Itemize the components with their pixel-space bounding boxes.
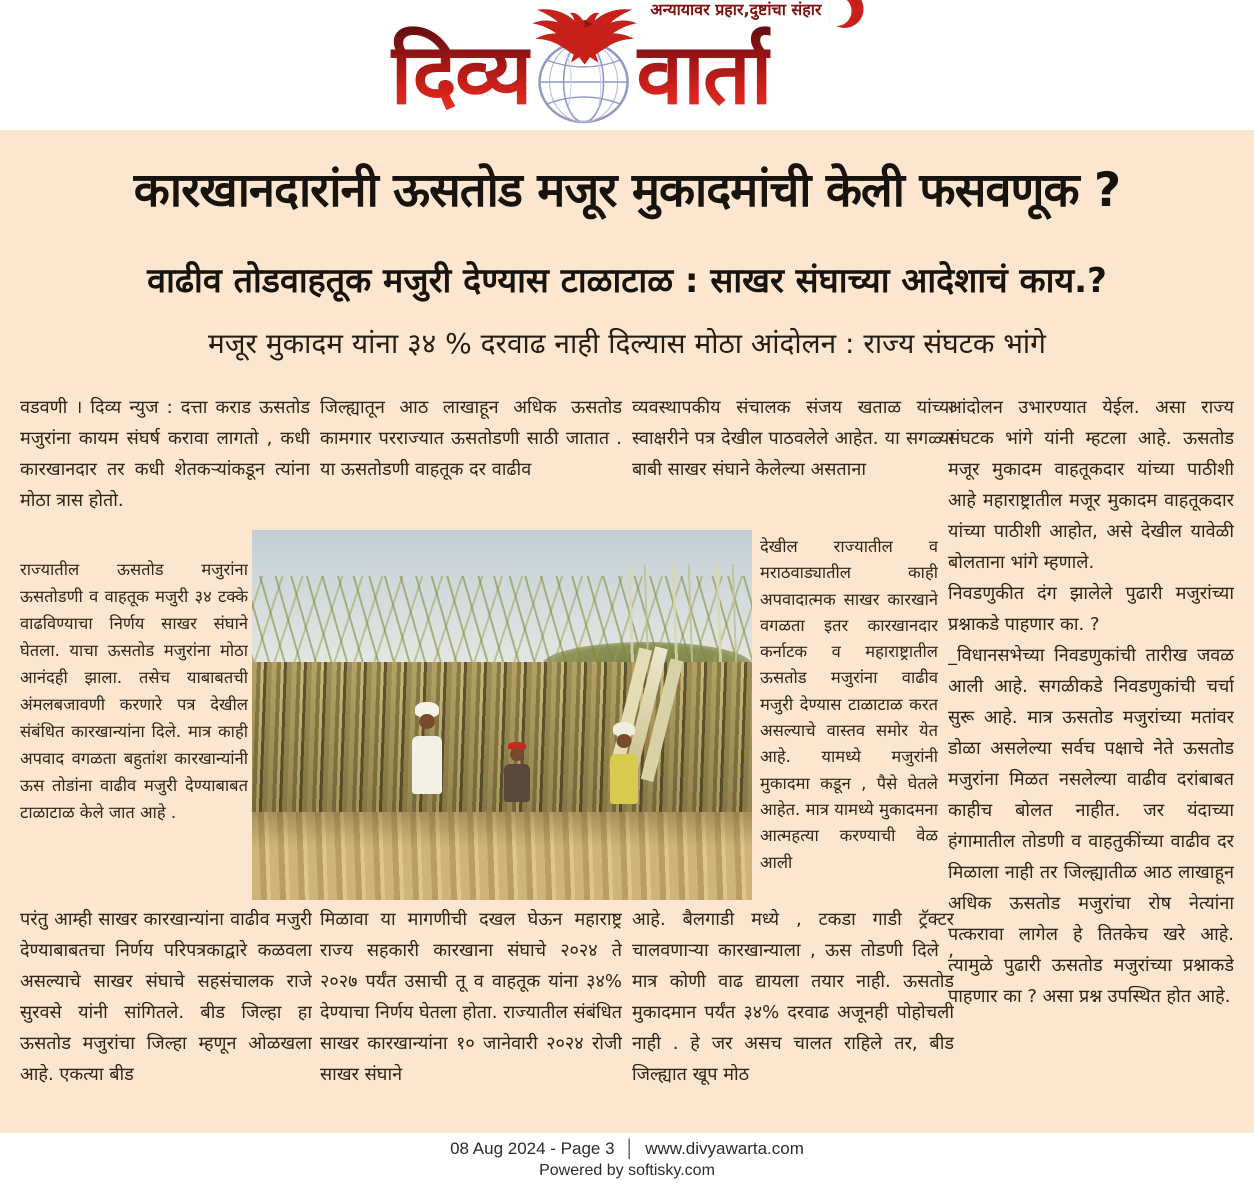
page-footer <box>0 1133 1254 1191</box>
column4-text <box>948 392 1234 1132</box>
column3-side-text: देखील राज्यातील व मराठवाड्यातील काही अपवादात्मक साखर कारखाने वगळता इतर कारखानदार कर्नाटक व महाराष्ट्रातील ऊसतोड मजुरांना वाढीव मजुरी देण्यास टाळाटाळ करत असल्याचे वास्तव समोर येत आहे. यामध्ये मजुरांनी मुकादमा कडून , पैसे घेतले आहेत. मात्र यामध्ये मुकादमना आत्महत्या करण्याची वेळ आली <box>760 537 938 872</box>
crescent-icon <box>829 0 863 28</box>
column4-paragraph-2: निवडणुकीत दंग झालेले पुढारी मजुरांच्या प्रश्नाकडे पाहणार का. ? <box>948 583 1234 635</box>
photo-worker-yellow-shirt <box>610 720 638 804</box>
footer-powered <box>0 1162 1254 1180</box>
logo-word-left: दिव्य <box>390 25 531 123</box>
logo-word-right: वार्ता <box>636 25 771 123</box>
masthead-tagline: अन्यायावर प्रहार,दुष्टांचा संहार <box>650 0 822 19</box>
footer-powered-prefix: Powered by <box>539 1162 624 1179</box>
footer-site-link[interactable]: www.divyawarta.com <box>645 1139 804 1158</box>
photo-worker-white-clothes <box>412 698 442 794</box>
photo-cane-thicket <box>252 662 752 818</box>
masthead <box>0 0 1254 130</box>
column3-top-text: व्यवस्थापकीय संचालक संजय खताळ यांच्या स्वाक्षरीने पत्र देखील पाठवलेले आहेत. या सगळ्या बाबी साखर संघाने केलेल्या असताना <box>632 397 954 480</box>
eagle-icon <box>528 6 640 70</box>
footer-date-page: 08 Aug 2024 - Page 3 <box>450 1139 615 1158</box>
column1-top-text: वडवणी । दिव्य न्युज : दत्ता कराड ऊसतोड मजुरांना कायम संघर्ष करावा लागतो , कधी कारखानदार तर कधी शेतकऱ्यांकडून त्यांना मोठा त्रास होतो. <box>20 397 310 511</box>
footer-powered-site-link[interactable]: softisky.com <box>628 1162 715 1179</box>
article-photo <box>252 530 752 900</box>
column4-paragraph-1: आंदोलन उभारण्यात येईल. असा राज्य संघटक भांगे यांनी म्हटला आहे. ऊसतोड मजूर मुकादम वाहतूकदार यांच्या पाठीशी आहे महाराष्ट्रातील मजूर मुकादम वाहतूकदार यांच्या पाठीशी आहोत, असे देखील यावेळी बोलताना भांगे म्हणाले. <box>948 397 1234 573</box>
strap-headline: मजूर मुकादम यांना ३४ % दरवाढ नाही दिल्यास मोठा आंदोलन : राज्य संघटक भांगे <box>208 327 1046 360</box>
article-body <box>20 392 1234 1132</box>
column2-bottom-text: मिळावा या मागणीची दखल घेऊन महाराष्ट्र राज्य सहकारी कारखाना संघाचे २०२४ ते २०२७ पर्यंत उसाची तू व वाहतूक यांना ३४% देण्याचा निर्णय घेतला होता. राज्यातील संबंधित साखर कारखान्यांना १० जानेवारी २०२४ रोजी साखर संघाने <box>320 909 622 1085</box>
footer-dateline <box>0 1139 1254 1159</box>
logo-emblem <box>524 8 642 124</box>
column4-paragraph-3: _विधानसभेच्या निवडणुकांची तारीख जवळ आली आहे. सगळीकडे निवडणुकांची चर्चा सुरू आहे. मात्र ऊसतोड मजुरांच्या मतांवर डोळा असलेल्या सर्वच पक्षाचे नेते ऊसतोड मजुरांना मिळत नसलेल्या वाढीव दरांबाबत काहीच बोलत नाहीत. जर यंदाच्या हंगामातील तोडणी व वाहतुकींच्या वाढीव दर मिळाला नाही तर जिल्ह्यातीळ आठ लाखाहून अधिक ऊसतोड मजुरांचा रोष नेत्यांना पत्करावा लागेल हे तितकेच खरे आहे. त्यामुळे पुढारी ऊसतोड मजुरांच्या प्रश्नाकडे पाहणार का ? असा प्रश्न उपस्थित होत आहे. <box>948 645 1234 1007</box>
column2-top-text: जिल्ह्यातून आठ लाखाहून अधिक ऊसतोड कामगार परराज्यात ऊसतोडणी साठी जातात . या ऊसतोडणी वाहतूक दर वाढीव <box>320 397 622 480</box>
column1-mid-text: राज्यातील ऊसतोड मजुरांना ऊसतोडणी व वाहतूक मजुरी ३४ टक्के वाढविण्याचा निर्णय साखर संघाने घेतला. याचा ऊसतोड मजुरांना मोठा आनंदही झाला. तसेच याबाबतची अंमलबजावणी करणारे पत्र देखील संबंधित कारखान्यांना दिले. मात्र काही अपवाद वगळता बहुतांश कारखान्यांनी ऊस तोडांना वाढीव मजुरी देण्याबाबत टाळाटाळ केले जात आहे . <box>20 560 248 822</box>
logo-right-group <box>636 0 863 124</box>
article-area <box>0 130 1254 1133</box>
main-headline: कारखानदारांनी ऊसतोड मजूर मुकादमांची केली फसवणूक ? <box>133 163 1121 218</box>
newspaper-logo <box>390 0 864 124</box>
footer-separator: │ <box>624 1139 636 1158</box>
sub-headline: वाढीव तोडवाहतूक मजुरी देण्यास टाळाटाळ : साखर संघाच्या आदेशाचं काय.? <box>147 261 1107 301</box>
column1-bottom-text: परंतु आम्ही साखर कारखान्यांना वाढीव मजुरी देण्याबाबतचा निर्णय परिपत्रकाद्वारे कळवला असल्याचे साखर संघाचे सहसंचालक राजे सुरवसे यांनी सांगितले. बीड जिल्हा हा ऊसतोड मजुरांचा जिल्हा म्हणून ओळखला आहे. एकत्या बीड <box>20 909 312 1085</box>
photo-worker-red-headband <box>504 736 530 802</box>
column3-bottom-text: आहे. बैलगाडी मध्ये , टकडा गाडी ट्रॅक्टर चालवणाऱ्या कारखान्याला , ऊस तोडणी दिले , मात्र कोणी वाढ द्यायला तयार नाही. ऊसतोड मुकादमान पर्यंत ३४% दरवाढ अजूनही पोहोचली नाही . हे जर असच चालत राहिले तर, बीड जिल्ह्यात खूप मोठ <box>632 909 954 1085</box>
photo-dry-ground <box>252 812 752 900</box>
